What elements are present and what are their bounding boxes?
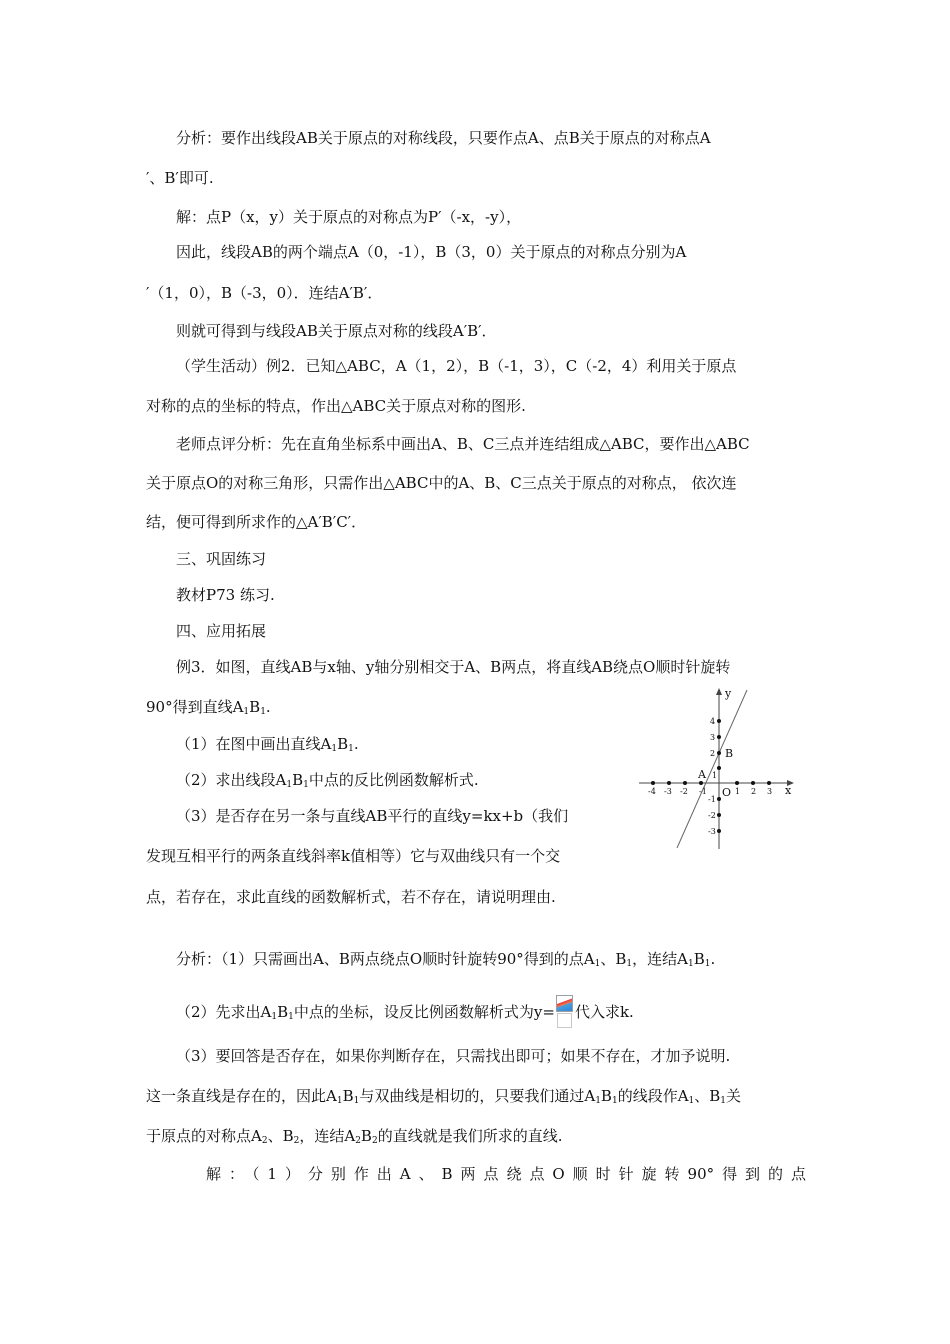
origin-label: O xyxy=(722,786,732,799)
teacher-analysis-line-1: 老师点评分析：先在直角坐标系中画出A、B、C三点并连结组成△ABC，要作出△ABC xyxy=(176,435,750,453)
analysis3-line-4: 这一条直线是存在的，因此$A_1B_1$与双曲线是相切的，只要我们通过$A_1B_1$的线段作$A_1$、$B_1$关 xyxy=(146,1087,742,1106)
example2-line-1: （学生活动）例2．已知△ABC，A（1，2），B（-1，3），C（-2，4）利用关于原点 xyxy=(176,357,737,375)
x-tick-label: 2 xyxy=(751,787,757,796)
point-b-label: B xyxy=(725,747,734,760)
y-tick-label: -2 xyxy=(708,811,716,820)
point-a-label: A xyxy=(698,768,706,781)
example3-question-1: （1）在图中画出直线$A_1B_1$. xyxy=(176,735,359,754)
teacher-analysis-line-3: 结，便可得到所求作的△A′B′C′． xyxy=(146,513,367,531)
broken-image-icon xyxy=(556,995,573,1012)
example3-question-3c: 点，若存在，求此直线的函数解析式，若不存在，请说明理由. xyxy=(146,888,556,906)
section-heading-extension: 四、应用拓展 xyxy=(176,622,267,640)
y-tick-label: 4 xyxy=(710,717,716,726)
y-tick-dot xyxy=(717,735,721,739)
example3-question-2: （2）求出线段$A_1B_1$中点的反比例函数解析式. xyxy=(176,771,479,790)
example2-line-2: 对称的点的坐标的特点，作出△ABC关于原点对称的图形. xyxy=(146,397,526,415)
example3-question-3a: （3）是否存在另一条与直线AB平行的直线y=kx+b（我们 xyxy=(176,807,569,825)
line-ab xyxy=(677,690,747,848)
x-tick-label: -2 xyxy=(680,787,688,796)
analysis3-line-5: 于原点的对称点$A_2$、$B_2$，连结$A_2B_2$的直线就是我们所求的直线. xyxy=(146,1127,563,1146)
solution-line-4: 则就可得到与线段AB关于原点对称的线段A′B′． xyxy=(176,322,497,340)
section-heading-practice: 三、巩固练习 xyxy=(176,550,267,568)
solution-line-3: ′（1，0），B（-3，0）．连结A′B′． xyxy=(146,284,383,302)
solution-line-2: 因此，线段AB的两个端点A（0，-1），B（3，0）关于原点的对称点分别为A xyxy=(176,243,687,261)
practice-textbook: 教材P73 练习. xyxy=(176,586,275,604)
x-tick-dot xyxy=(751,781,755,785)
teacher-analysis-line-2: 关于原点O的对称三角形，只需作出△ABC中的A、B、C三点关于原点的对称点， 依次连 xyxy=(146,474,737,492)
y-tick-label: -1 xyxy=(708,795,716,804)
fraction-denominator-box xyxy=(557,1013,572,1028)
x-tick-dot xyxy=(651,781,655,785)
y-tick-dot xyxy=(717,766,721,770)
coordinate-graph-svg xyxy=(637,686,797,852)
analysis3-line-2: （2）先求出$A_1B_1$中点的坐标，设反比例函数解析式为y= 代入求k. xyxy=(176,995,634,1029)
analysis3-line-1: 分析：（1）只需画出A、B两点绕点O顺时针旋转90°得到的点$A_1$、$B_1$，连结$A_1B_1$. xyxy=(176,950,716,969)
x-tick-dot xyxy=(667,781,671,785)
y-tick-dot xyxy=(717,829,721,833)
x-tick-label: -3 xyxy=(664,787,672,796)
analysis3-line-3: （3）要回答是否存在，如果你判断存在，只需找出即可；如果不存在，才加予说明. xyxy=(176,1047,731,1065)
y-tick-label: -3 xyxy=(708,827,716,836)
y-tick-dot xyxy=(717,797,721,801)
solution-line-1: 解：点P（x，y）关于原点的对称点为P′（-x，-y）， xyxy=(176,208,522,226)
coordinate-graph xyxy=(637,686,797,852)
fraction-image-icon xyxy=(556,995,574,1029)
x-tick-dot xyxy=(699,781,703,785)
solution3-line-1: 解：（1）分别作出A、B两点绕点O顺时针旋转90°得到的点 xyxy=(206,1165,806,1183)
x-tick-label: -1 xyxy=(699,787,707,796)
x-axis-label: x xyxy=(785,784,792,797)
analysis-line-1: 分析：要作出线段AB关于原点的对称线段，只要作点A、点B关于原点的对称点A xyxy=(176,129,711,147)
y-axis-label: y xyxy=(725,687,732,700)
y-tick-label: 3 xyxy=(710,733,716,742)
x-tick-dot xyxy=(735,781,739,785)
y-tick-dot xyxy=(717,751,721,755)
example3-line-2: 90°得到直线$A_1B_1$. xyxy=(146,698,271,717)
x-tick-dot xyxy=(767,781,771,785)
x-tick-label: 1 xyxy=(735,787,741,796)
y-tick-label: 1 xyxy=(712,771,718,780)
x-tick-label: -4 xyxy=(648,787,656,796)
y-tick-dot xyxy=(717,813,721,817)
x-tick-dot xyxy=(683,781,687,785)
example3-line-1: 例3．如图，直线AB与x轴、y轴分别相交于A、B两点，将直线AB绕点O顺时针旋转 xyxy=(176,658,731,676)
example3-question-3b: 发现互相平行的两条直线斜率k值相等）它与双曲线只有一个交 xyxy=(146,847,561,865)
y-tick-dot xyxy=(717,719,721,723)
analysis-line-2: ′、B′即可. xyxy=(146,169,214,187)
y-tick-label: 2 xyxy=(710,749,716,758)
y-axis-arrow xyxy=(716,688,722,695)
x-tick-label: 3 xyxy=(767,787,773,796)
